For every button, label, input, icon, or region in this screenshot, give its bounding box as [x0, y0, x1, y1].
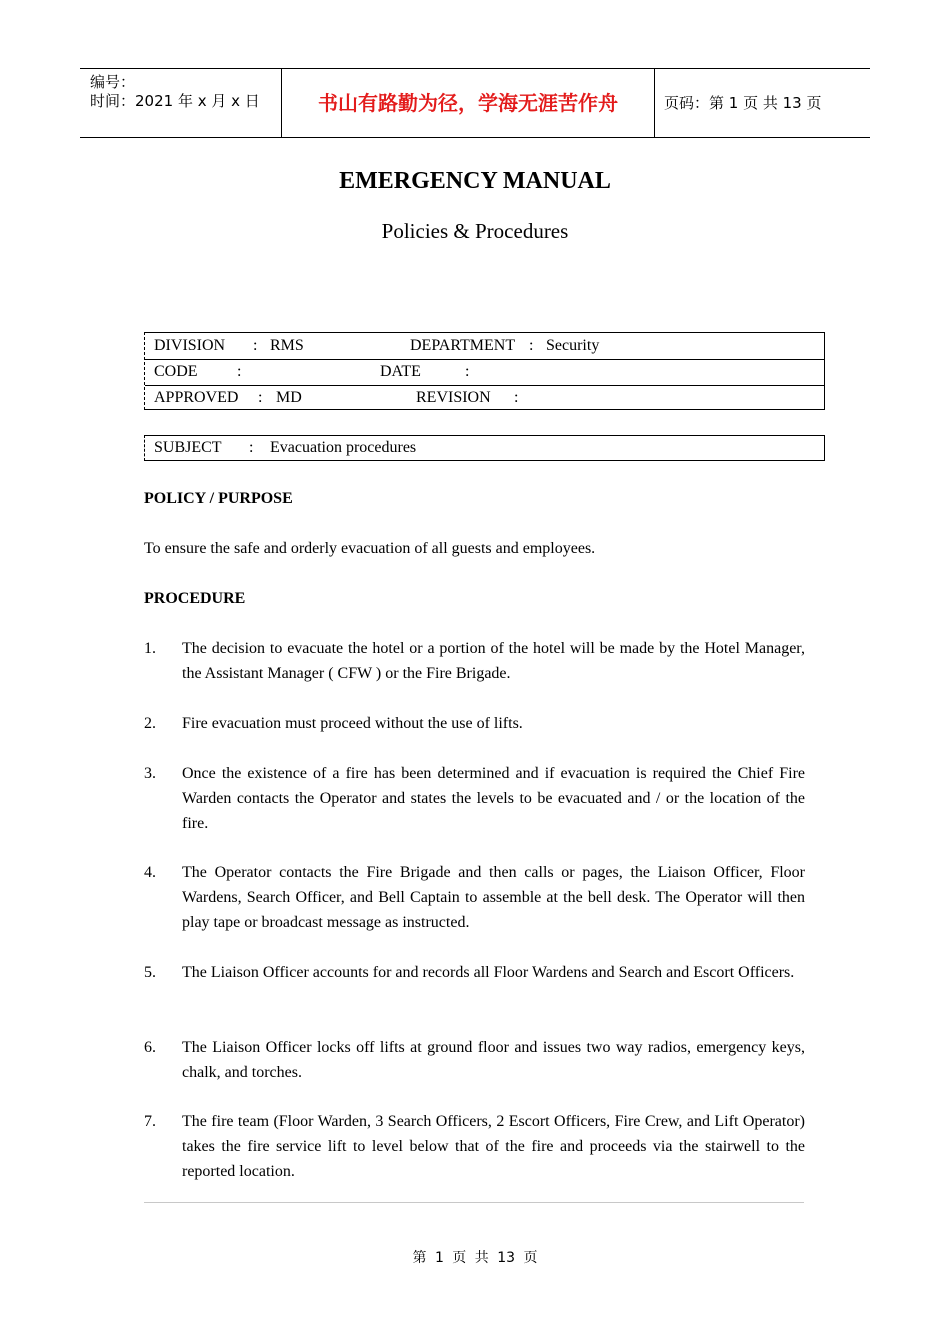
procedure-text: The decision to evacuate the hotel or a portion of the hotel will be made by the Hotel Manager, the Assistant Manager ( CFW ) or the Fire Brigade. — [182, 640, 805, 682]
division-value: RMS — [270, 337, 304, 354]
department-value: Security — [546, 337, 600, 354]
procedure-number: 7. — [144, 1113, 156, 1130]
subject-box — [144, 435, 825, 461]
approved-value: MD — [276, 389, 302, 406]
procedure-number: 3. — [144, 765, 156, 782]
policy-text: To ensure the safe and orderly evacuation of all guests and employees. — [144, 540, 596, 557]
time-label: 时间：2021 年 x 月 x 日 — [90, 92, 260, 110]
info-row-division — [145, 333, 824, 360]
procedure-heading: PROCEDURE — [144, 590, 246, 607]
procedure-number: 2. — [144, 715, 156, 732]
info-row-code — [145, 359, 824, 386]
info-row-approved — [145, 385, 824, 411]
procedure-text: The fire team (Floor Warden, 3 Search Officers, 2 Escort Officers, Fire Crew, and Lift Operator) takes the fire service lift to level below that of the fire and proceeds via the stairwell to the reported location. — [182, 1113, 805, 1180]
procedure-text: The Liaison Officer accounts for and records all Floor Wardens and Search and Escort Officers. — [182, 964, 795, 981]
page-footer: 第 1 页 共 13 页 — [412, 1250, 538, 1266]
code-label: 编号： — [90, 73, 136, 91]
header-motto: 书山有路勤为径，学海无涯苦作舟 — [281, 69, 655, 137]
procedure-text: The Liaison Officer locks off lifts at ground floor and issues two way radios, emergency keys, chalk, and torches. — [182, 1039, 805, 1081]
procedure-text: The Operator contacts the Fire Brigade and then calls or pages, the Liaison Officer, Floor Wardens, Search Officer, and Bell Captain to assemble at the bell desk. The Operator will then play tape or broadcast message as instructed. — [182, 864, 805, 931]
revision-sep: : — [514, 389, 519, 406]
date-label: DATE — [380, 363, 421, 380]
footer-divider — [144, 1202, 804, 1203]
procedure-number: 1. — [144, 640, 156, 657]
policy-heading: POLICY / PURPOSE — [144, 490, 293, 507]
header-band — [80, 68, 870, 138]
approved-sep: : — [258, 389, 263, 406]
document-subtitle: Policies & Procedures — [381, 219, 569, 243]
header-meta-cell — [80, 69, 281, 137]
date-sep: : — [465, 363, 470, 380]
procedure-number: 5. — [144, 964, 156, 981]
procedure-text: Fire evacuation must proceed without the use of lifts. — [182, 715, 523, 732]
approved-label: APPROVED — [154, 389, 239, 406]
procedure-number: 4. — [144, 864, 156, 881]
division-label: DIVISION — [154, 337, 226, 354]
procedure-number: 6. — [144, 1039, 156, 1056]
document-title: EMERGENCY MANUAL — [339, 168, 611, 194]
subject-label: SUBJECT — [154, 439, 222, 456]
procedure-text: Once the existence of a fire has been determined and if evacuation is required the Chief Fire Warden contacts the Operator and states the levels to be evacuated and / or the location of the fire. — [182, 765, 805, 832]
division-sep: : — [253, 337, 258, 354]
subject-value: Evacuation procedures — [270, 439, 417, 456]
subject-sep: : — [249, 439, 254, 456]
code-sep: : — [237, 363, 242, 380]
header-page-info: 页码：第 1 页 共 13 页 — [664, 94, 822, 112]
code-label: CODE — [154, 363, 198, 380]
department-label: DEPARTMENT — [410, 337, 516, 354]
revision-label: REVISION — [416, 389, 491, 406]
department-sep: : — [529, 337, 534, 354]
info-table — [144, 332, 825, 410]
